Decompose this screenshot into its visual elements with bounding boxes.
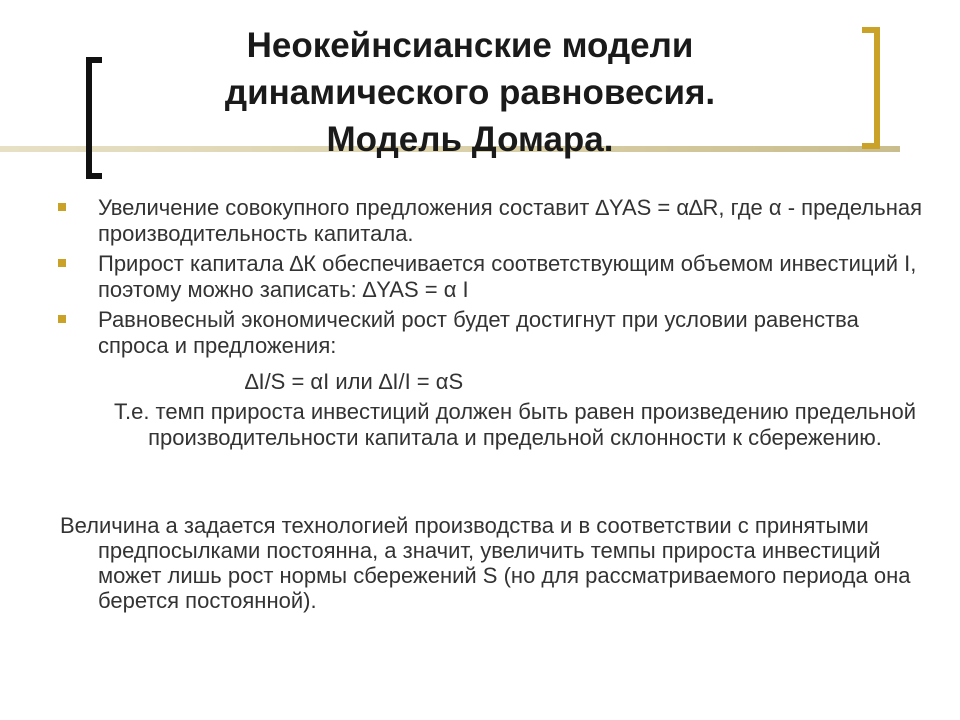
title-line-2: динамического равновесия.: [224, 73, 716, 112]
bullet-square-icon: [58, 259, 66, 267]
bullet-list: [50, 195, 930, 363]
bullet-item: [50, 251, 930, 303]
title-line-1: Неокейнсианские модели: [246, 26, 694, 65]
slide-title: [150, 22, 790, 163]
title-line-3: Модель Домара.: [326, 120, 614, 159]
bullet-item: [50, 307, 930, 359]
formula-explanation: Т.е. темп прироста инвестиций должен быть равен произведению предельной производительности капитала и предельной склонности к сбережению.: [113, 399, 917, 450]
bullet-text: Увеличение совокупного предложения составит ∆YAS = α∆R, где α - предельная производительность капитала.: [98, 195, 922, 246]
bullet-item: [50, 195, 930, 247]
left-bracket-decoration: [86, 57, 102, 179]
bullet-text: Равновесный экономический рост будет достигнут при условии равенства спроса и предложения:: [98, 307, 859, 358]
bullet-text: Прирост капитала ∆К обеспечивается соответствующим объемом инвестиций I, поэтому можно записать: ∆YAS = α I: [98, 251, 917, 302]
conclusion-paragraph: Величина a задается технологией производства и в соответствии с принятыми предпосылками постоянна, а значит, увеличить темпы прироста инвестиций может лишь рост нормы сбережений S (но для рассматриваемого периода она берется постоянной).: [60, 513, 911, 613]
right-bracket-decoration: [862, 27, 880, 149]
bullet-square-icon: [58, 315, 66, 323]
growth-formula: ∆I/S = αI или ∆I/I = αS: [245, 369, 464, 394]
bullet-square-icon: [58, 203, 66, 211]
